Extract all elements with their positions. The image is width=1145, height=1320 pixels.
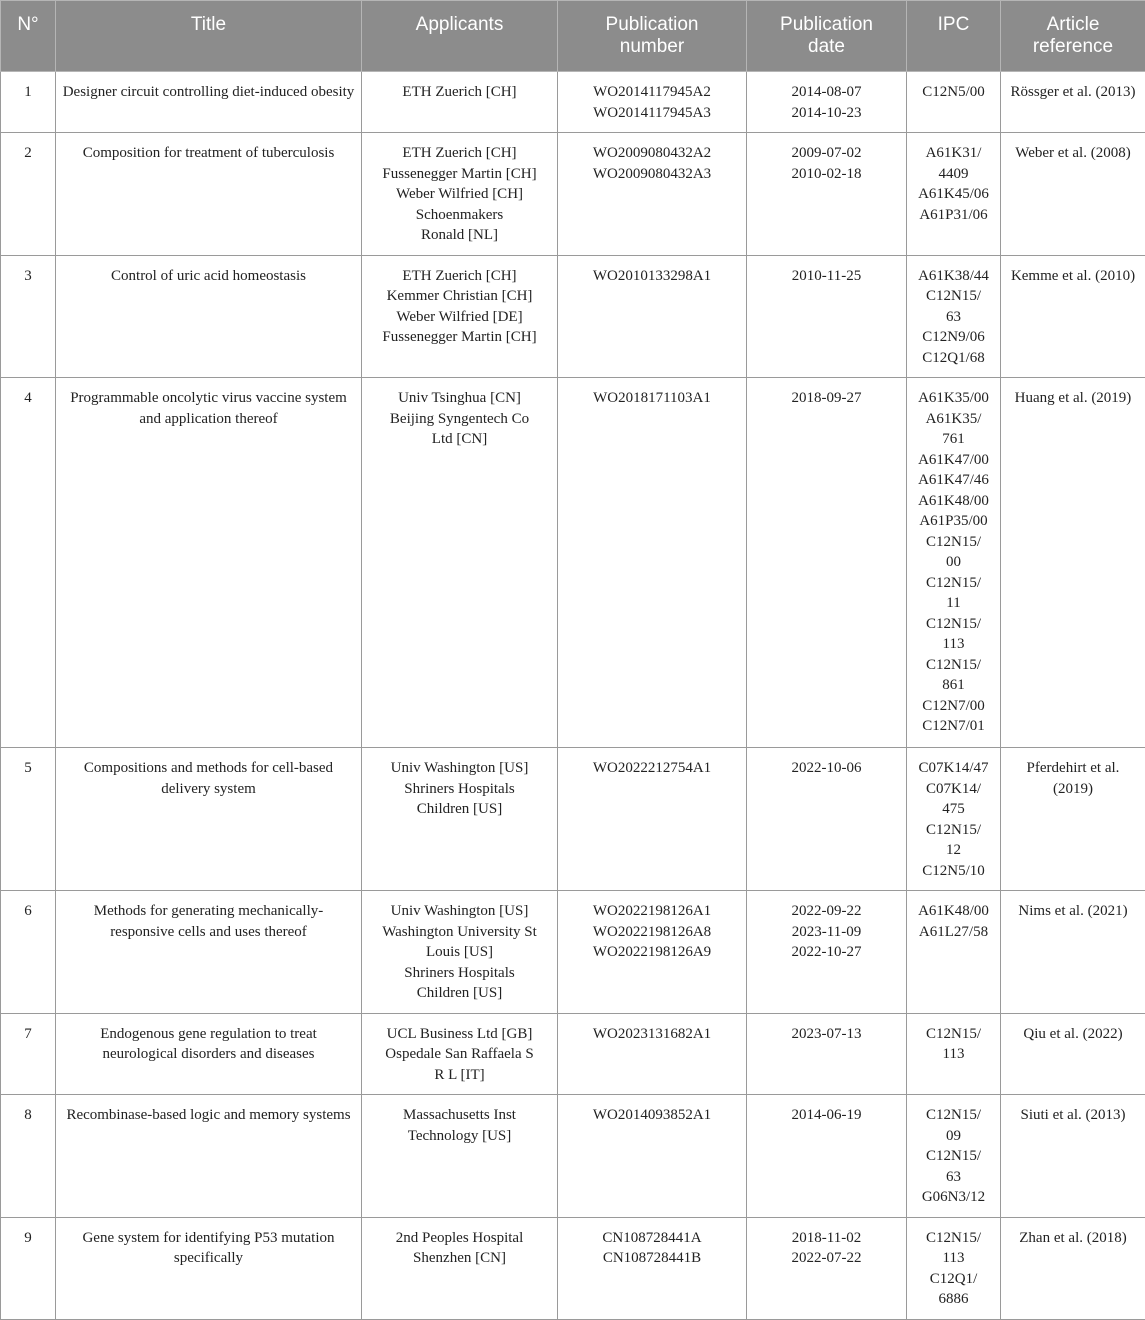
cell-article-reference-text: Zhan et al. (2018) xyxy=(1007,1228,1139,1249)
cell-publication-date-line: 2010-11-25 xyxy=(753,266,900,287)
cell-publication-date-line: 2018-11-02 xyxy=(753,1228,900,1249)
cell-no-text: 8 xyxy=(7,1105,49,1126)
cell-publication-date-line: 2022-10-27 xyxy=(753,942,900,963)
cell-ipc-line: 113 xyxy=(913,1248,994,1269)
cell-publication-number xyxy=(558,255,747,378)
cell-title-text: Designer circuit controlling diet-induced obesity xyxy=(62,82,355,103)
cell-applicants-line: Technology [US] xyxy=(368,1126,551,1147)
cell-no-text: 9 xyxy=(7,1228,49,1249)
cell-article-reference xyxy=(1001,748,1145,891)
cell-publication-date xyxy=(747,255,907,378)
cell-title xyxy=(56,378,362,748)
cell-publication-date-line: 2022-07-22 xyxy=(753,1248,900,1269)
cell-ipc xyxy=(907,748,1001,891)
header-title: Title xyxy=(56,1,362,72)
cell-ipc-line: C12N5/10 xyxy=(913,861,994,882)
cell-ipc-line: 00 xyxy=(913,552,994,573)
cell-applicants-line: R L [IT] xyxy=(368,1065,551,1086)
header-publication-number: Publication number xyxy=(558,1,747,72)
cell-applicants-line: Ltd [CN] xyxy=(368,429,551,450)
cell-ipc-line: A61K38/44 xyxy=(913,266,994,287)
cell-publication-number-line: WO2023131682A1 xyxy=(564,1024,740,1045)
cell-no xyxy=(1,133,56,256)
cell-ipc xyxy=(907,378,1001,748)
header-applicants: Applicants xyxy=(362,1,558,72)
cell-ipc xyxy=(907,1095,1001,1218)
cell-title-text: Recombinase-based logic and memory systems xyxy=(62,1105,355,1126)
cell-publication-number-line: WO2010133298A1 xyxy=(564,266,740,287)
cell-title xyxy=(56,891,362,1014)
cell-applicants xyxy=(362,1217,558,1319)
cell-publication-number-line: WO2014093852A1 xyxy=(564,1105,740,1126)
cell-applicants-line: Shenzhen [CN] xyxy=(368,1248,551,1269)
cell-publication-date-line: 2023-07-13 xyxy=(753,1024,900,1045)
cell-title-text: Composition for treatment of tuberculosis xyxy=(62,143,355,164)
cell-ipc-line: C12N15/ xyxy=(913,614,994,635)
cell-publication-date xyxy=(747,891,907,1014)
cell-publication-number-line: WO2022212754A1 xyxy=(564,758,740,779)
cell-publication-number xyxy=(558,133,747,256)
cell-publication-date-line: 2014-08-07 xyxy=(753,82,900,103)
table-row xyxy=(1,133,1145,256)
cell-article-reference xyxy=(1001,1095,1145,1218)
cell-applicants-line: Univ Tsinghua [CN] xyxy=(368,388,551,409)
cell-ipc-line: C12N15/ xyxy=(913,532,994,553)
table-row xyxy=(1,748,1145,891)
cell-publication-date xyxy=(747,1217,907,1319)
cell-applicants-line: Fussenegger Martin [CH] xyxy=(368,327,551,348)
cell-article-reference-text: Weber et al. (2008) xyxy=(1007,143,1139,164)
cell-ipc-line: 11 xyxy=(913,593,994,614)
cell-title-text: Gene system for identifying P53 mutation specifically xyxy=(62,1228,355,1269)
cell-no xyxy=(1,1013,56,1095)
cell-ipc-line: 6886 xyxy=(913,1289,994,1310)
cell-no-text: 6 xyxy=(7,901,49,922)
cell-publication-number-line: WO2009080432A2 xyxy=(564,143,740,164)
table-row xyxy=(1,72,1145,133)
cell-publication-number xyxy=(558,891,747,1014)
cell-ipc-line: C12N15/ xyxy=(913,655,994,676)
cell-article-reference xyxy=(1001,1013,1145,1095)
table-row xyxy=(1,255,1145,378)
cell-applicants-line: Schoenmakers xyxy=(368,205,551,226)
cell-applicants xyxy=(362,1013,558,1095)
cell-publication-date-line: 2010-02-18 xyxy=(753,164,900,185)
cell-no xyxy=(1,255,56,378)
header-article-reference: Article reference xyxy=(1001,1,1145,72)
cell-title xyxy=(56,72,362,133)
cell-publication-number-line: WO2022198126A9 xyxy=(564,942,740,963)
cell-ipc-line: C12N15/ xyxy=(913,573,994,594)
header-row xyxy=(1,1,1145,72)
cell-no xyxy=(1,1095,56,1218)
cell-publication-date xyxy=(747,1013,907,1095)
cell-ipc-line: A61P35/00 xyxy=(913,511,994,532)
table-row xyxy=(1,891,1145,1014)
cell-ipc-line: 113 xyxy=(913,634,994,655)
cell-no-text: 5 xyxy=(7,758,49,779)
cell-publication-number xyxy=(558,1095,747,1218)
cell-no xyxy=(1,891,56,1014)
cell-ipc-line: 861 xyxy=(913,675,994,696)
cell-ipc-line: A61K47/46 xyxy=(913,470,994,491)
cell-publication-date-line: 2009-07-02 xyxy=(753,143,900,164)
cell-publication-number-line: WO2018171103A1 xyxy=(564,388,740,409)
cell-title-text: Programmable oncolytic virus vaccine system and application thereof xyxy=(62,388,355,429)
table-row xyxy=(1,378,1145,748)
cell-title xyxy=(56,748,362,891)
header-publication-date: Publication date xyxy=(747,1,907,72)
cell-applicants-line: Weber Wilfried [CH] xyxy=(368,184,551,205)
cell-publication-number xyxy=(558,1217,747,1319)
cell-ipc-line: 09 xyxy=(913,1126,994,1147)
cell-article-reference xyxy=(1001,1217,1145,1319)
cell-publication-date xyxy=(747,133,907,256)
cell-no-text: 3 xyxy=(7,266,49,287)
cell-no-text: 2 xyxy=(7,143,49,164)
cell-applicants-line: Beijing Syngentech Co xyxy=(368,409,551,430)
cell-article-reference xyxy=(1001,255,1145,378)
cell-no xyxy=(1,378,56,748)
cell-ipc-line: C12Q1/ xyxy=(913,1269,994,1290)
cell-ipc-line: C07K14/47 xyxy=(913,758,994,779)
table-row xyxy=(1,1217,1145,1319)
cell-ipc-line: C12N15/ xyxy=(913,286,994,307)
cell-title-text: Methods for generating mechanically-responsive cells and uses thereof xyxy=(62,901,355,942)
table-row xyxy=(1,1095,1145,1218)
cell-no-text: 1 xyxy=(7,82,49,103)
cell-ipc-line: C12N7/01 xyxy=(913,716,994,737)
cell-publication-number-line: WO2014117945A2 xyxy=(564,82,740,103)
cell-no xyxy=(1,1217,56,1319)
cell-publication-number-line: WO2009080432A3 xyxy=(564,164,740,185)
cell-publication-number-line: WO2022198126A8 xyxy=(564,922,740,943)
cell-applicants-line: Massachusetts Inst xyxy=(368,1105,551,1126)
cell-publication-date-line: 2014-06-19 xyxy=(753,1105,900,1126)
cell-publication-number-line: CN108728441B xyxy=(564,1248,740,1269)
cell-ipc-line: 4409 xyxy=(913,164,994,185)
cell-applicants-line: Louis [US] xyxy=(368,942,551,963)
cell-title xyxy=(56,1217,362,1319)
cell-publication-date-line: 2014-10-23 xyxy=(753,103,900,124)
cell-title-text: Compositions and methods for cell-based delivery system xyxy=(62,758,355,799)
cell-ipc-line: A61L27/58 xyxy=(913,922,994,943)
cell-title xyxy=(56,1013,362,1095)
cell-article-reference xyxy=(1001,891,1145,1014)
cell-applicants-line: ETH Zuerich [CH] xyxy=(368,266,551,287)
cell-ipc-line: C12Q1/68 xyxy=(913,348,994,369)
cell-applicants xyxy=(362,891,558,1014)
cell-applicants xyxy=(362,1095,558,1218)
cell-applicants-line: ETH Zuerich [CH] xyxy=(368,143,551,164)
cell-applicants xyxy=(362,255,558,378)
cell-article-reference-text: Qiu et al. (2022) xyxy=(1007,1024,1139,1045)
cell-publication-number xyxy=(558,1013,747,1095)
cell-ipc xyxy=(907,891,1001,1014)
cell-article-reference-text: Kemme et al. (2010) xyxy=(1007,266,1139,287)
cell-ipc-line: A61K48/00 xyxy=(913,901,994,922)
cell-ipc xyxy=(907,255,1001,378)
cell-publication-date xyxy=(747,748,907,891)
cell-ipc-line: C12N9/06 xyxy=(913,327,994,348)
cell-ipc-line: A61K47/00 xyxy=(913,450,994,471)
cell-ipc-line: C12N5/00 xyxy=(913,82,994,103)
cell-ipc-line: C12N15/ xyxy=(913,820,994,841)
cell-ipc xyxy=(907,133,1001,256)
cell-ipc-line: 63 xyxy=(913,1167,994,1188)
cell-ipc-line: A61K35/00 xyxy=(913,388,994,409)
cell-publication-date xyxy=(747,1095,907,1218)
cell-publication-date-line: 2023-11-09 xyxy=(753,922,900,943)
cell-applicants-line: Shriners Hospitals xyxy=(368,963,551,984)
cell-applicants-line: Children [US] xyxy=(368,983,551,1004)
cell-ipc-line: C12N15/ xyxy=(913,1146,994,1167)
cell-applicants-line: Univ Washington [US] xyxy=(368,901,551,922)
table-body xyxy=(1,72,1145,1320)
cell-article-reference xyxy=(1001,378,1145,748)
cell-applicants-line: Weber Wilfried [DE] xyxy=(368,307,551,328)
cell-ipc xyxy=(907,72,1001,133)
cell-title-text: Endogenous gene regulation to treat neurological disorders and diseases xyxy=(62,1024,355,1065)
cell-title xyxy=(56,255,362,378)
cell-applicants-line: Ospedale San Raffaela S xyxy=(368,1044,551,1065)
cell-ipc xyxy=(907,1217,1001,1319)
cell-title-text: Control of uric acid homeostasis xyxy=(62,266,355,287)
cell-ipc-line: C12N15/ xyxy=(913,1228,994,1249)
cell-article-reference-text: Rössger et al. (2013) xyxy=(1007,82,1139,103)
header-no: N° xyxy=(1,1,56,72)
cell-publication-number-line: WO2014117945A3 xyxy=(564,103,740,124)
cell-applicants-line: Kemmer Christian [CH] xyxy=(368,286,551,307)
cell-ipc-line: C12N15/ xyxy=(913,1105,994,1126)
cell-ipc-line: C12N15/ xyxy=(913,1024,994,1045)
cell-ipc-line: C12N7/00 xyxy=(913,696,994,717)
cell-no xyxy=(1,72,56,133)
cell-applicants xyxy=(362,72,558,133)
cell-no-text: 7 xyxy=(7,1024,49,1045)
cell-publication-date xyxy=(747,378,907,748)
cell-applicants xyxy=(362,748,558,891)
cell-applicants-line: Fussenegger Martin [CH] xyxy=(368,164,551,185)
cell-applicants-line: UCL Business Ltd [GB] xyxy=(368,1024,551,1045)
cell-applicants-line: Children [US] xyxy=(368,799,551,820)
cell-publication-number-line: CN108728441A xyxy=(564,1228,740,1249)
cell-title xyxy=(56,1095,362,1218)
cell-ipc-line: A61K45/06 xyxy=(913,184,994,205)
cell-ipc-line: A61K35/ xyxy=(913,409,994,430)
cell-ipc-line: A61K48/00 xyxy=(913,491,994,512)
cell-article-reference-text: Siuti et al. (2013) xyxy=(1007,1105,1139,1126)
cell-ipc-line: A61K31/ xyxy=(913,143,994,164)
cell-publication-number-line: WO2022198126A1 xyxy=(564,901,740,922)
cell-ipc-line: 63 xyxy=(913,307,994,328)
cell-applicants-line: Univ Washington [US] xyxy=(368,758,551,779)
cell-article-reference-text: Huang et al. (2019) xyxy=(1007,388,1139,409)
cell-article-reference-text: Nims et al. (2021) xyxy=(1007,901,1139,922)
cell-applicants-line: Ronald [NL] xyxy=(368,225,551,246)
header-ipc: IPC xyxy=(907,1,1001,72)
table-row xyxy=(1,1013,1145,1095)
cell-article-reference xyxy=(1001,72,1145,133)
cell-no xyxy=(1,748,56,891)
cell-publication-date xyxy=(747,72,907,133)
cell-ipc-line: C07K14/ xyxy=(913,779,994,800)
cell-publication-date-line: 2022-10-06 xyxy=(753,758,900,779)
cell-ipc-line: A61P31/06 xyxy=(913,205,994,226)
cell-ipc-line: 12 xyxy=(913,840,994,861)
cell-applicants-line: Shriners Hospitals xyxy=(368,779,551,800)
cell-publication-date-line: 2018-09-27 xyxy=(753,388,900,409)
cell-no-text: 4 xyxy=(7,388,49,409)
cell-publication-number xyxy=(558,72,747,133)
cell-applicants xyxy=(362,133,558,256)
cell-ipc-line: 761 xyxy=(913,429,994,450)
cell-article-reference-text: Pferdehirt et al. (2019) xyxy=(1007,758,1139,799)
cell-publication-number xyxy=(558,378,747,748)
cell-applicants-line: Washington University St xyxy=(368,922,551,943)
cell-applicants-line: 2nd Peoples Hospital xyxy=(368,1228,551,1249)
cell-applicants-line: ETH Zuerich [CH] xyxy=(368,82,551,103)
cell-article-reference xyxy=(1001,133,1145,256)
cell-ipc xyxy=(907,1013,1001,1095)
cell-ipc-line: 475 xyxy=(913,799,994,820)
cell-title xyxy=(56,133,362,256)
cell-ipc-line: G06N3/12 xyxy=(913,1187,994,1208)
cell-publication-date-line: 2022-09-22 xyxy=(753,901,900,922)
cell-publication-number xyxy=(558,748,747,891)
cell-ipc-line: 113 xyxy=(913,1044,994,1065)
cell-applicants xyxy=(362,378,558,748)
